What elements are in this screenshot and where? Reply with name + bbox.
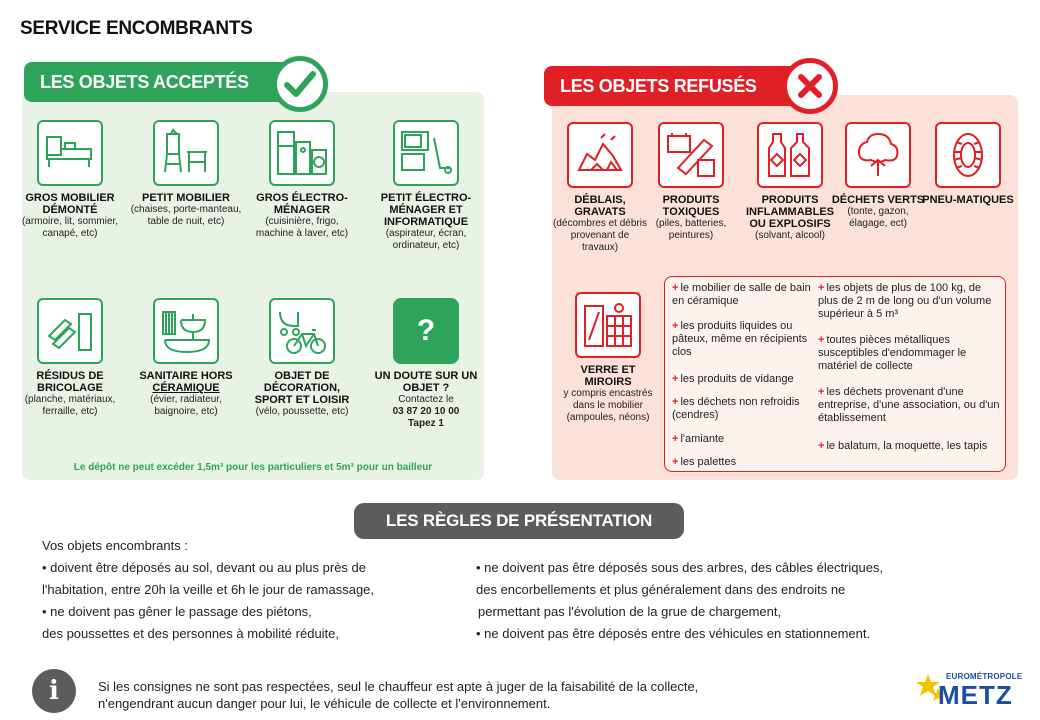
battery-icon <box>658 122 724 188</box>
item-desc: (aspirateur, écran, ordinateur, etc) <box>385 228 467 251</box>
rules-line: des encorbellements et plus généralement dans des endroits ne <box>476 582 846 597</box>
item-desc: (chaises, porte-manteau, table de nuit, etc) <box>130 204 242 227</box>
item-desc: (cuisinière, frigo, machine à laver, etc) <box>255 216 349 239</box>
info-line: n'engendrant aucun danger pour lui, le véhicule de collecte et l'environnement. <box>98 696 551 711</box>
refused-list-item: + le balatum, la moquette, les tapis <box>818 440 988 452</box>
refused-list-item: + les produits de vidange <box>672 373 794 385</box>
plus-icon: + <box>672 433 679 445</box>
question-icon: ? <box>393 298 459 364</box>
rules-line: • ne doivent pas être déposés sous des arbres, des câbles électriques, <box>476 560 884 575</box>
title-underlined: CÉRAMIQUE <box>152 382 220 394</box>
fridge-icon <box>269 120 335 186</box>
refused-list-item: + les objets de plus de 100 kg, de plus de 2 m de long ou d'un volume supérieur à 5 m³ <box>818 282 992 320</box>
item-title: VERRE ET MIROIRS <box>580 364 636 388</box>
accepted-item-sanitaire <box>130 298 242 418</box>
refused-item-dechets-verts <box>830 122 926 230</box>
item-title: DÉBLAIS, GRAVATS <box>574 194 626 218</box>
phone-number[interactable]: 03 87 20 10 00 <box>392 406 460 417</box>
item-desc: (piles, batteries, peintures) <box>655 218 727 241</box>
refused-list-item: + les palettes <box>672 456 737 468</box>
item-desc: (vélo, poussette, etc) <box>255 406 349 417</box>
logo-big-text: METZ <box>938 680 1013 710</box>
refused-item-toxiques <box>643 122 739 242</box>
cross-icon <box>782 58 838 114</box>
plus-icon: + <box>672 282 679 294</box>
rules-intro: Vos objets encombrants : <box>42 538 188 553</box>
refused-list-item: + les déchets non refroidis (cendres) <box>672 396 800 421</box>
item-desc: (planche, matériaux, ferraille, etc) <box>24 394 116 417</box>
refused-item-verre <box>559 292 657 424</box>
accepted-item-gros-mobilier <box>14 120 126 240</box>
flammable-bottles-icon <box>757 122 823 188</box>
item-title: GROS ÉLECTRO-MÉNAGER <box>256 192 348 216</box>
refused-item-pneumatiques <box>920 122 1016 206</box>
eurometropole-metz-logo <box>916 672 1024 716</box>
item-desc: (tonte, gazon, élagage, ect) <box>847 206 909 229</box>
info-line: Si les consignes ne sont pas respectées, seul le chauffeur est apte à juger de la faisabilité de la collecte, <box>98 679 699 694</box>
accepted-item-decoration <box>246 298 358 418</box>
plus-icon: + <box>672 320 679 332</box>
accepted-item-petit-electromenager <box>370 120 482 252</box>
plus-icon: + <box>818 440 825 452</box>
item-title: PRODUITS TOXIQUES <box>662 194 720 218</box>
rules-line: permettant pas l'évolution de la grue de chargement, <box>478 604 782 619</box>
item-desc: (solvant, alcool) <box>754 230 826 241</box>
sink-icon <box>153 298 219 364</box>
item-desc: (décombres et débris provenant de travaux) <box>553 218 647 253</box>
info-icon: i <box>32 669 76 713</box>
bed-icon <box>37 120 103 186</box>
item-title: OBJET DE DÉCORATION, SPORT ET LOISIR <box>254 370 350 406</box>
phone-option: Tapez 1 <box>408 418 444 429</box>
item-title <box>130 370 242 394</box>
refused-list-item: + l'amiante <box>672 433 725 445</box>
item-title: RÉSIDUS DE BRICOLAGE <box>36 370 104 394</box>
refused-item-deblais <box>552 122 648 254</box>
item-title: PETIT MOBILIER <box>142 192 230 204</box>
accepted-footer: Le dépôt ne peut excéder 1,5m³ pour les particuliers et 5m³ pour un bailleur <box>73 462 433 473</box>
item-title: GROS MOBILIER DÉMONTÉ <box>25 192 115 216</box>
plus-icon: + <box>818 282 825 294</box>
item-title: DÉCHETS VERTS <box>831 194 925 206</box>
mirror-window-icon <box>575 292 641 358</box>
rules-line: • ne doivent pas gêner le passage des piétons, <box>42 604 312 619</box>
item-title: PNEU-MATIQUES <box>922 194 1014 206</box>
page-title: SERVICE ENCOMBRANTS <box>20 18 253 39</box>
check-icon <box>272 56 328 112</box>
logo-small-text: EUROMÉTROPOLE <box>946 672 1023 681</box>
refused-list-item: + les produits liquides ou pâteux, même en récipients clos <box>672 320 808 358</box>
chair-icon <box>153 120 219 186</box>
plus-icon: + <box>818 334 825 346</box>
accepted-item-gros-electromenager <box>246 120 358 240</box>
planks-icon <box>37 298 103 364</box>
accepted-item-doute <box>370 298 482 430</box>
item-desc: (évier, radiateur, baignoire, etc) <box>150 394 222 417</box>
refused-list-item: + toutes pièces métalliques susceptibles d'endommager le matériel de collecte <box>818 334 967 372</box>
rules-line: • doivent être déposés au sol, devant ou au plus près de <box>42 560 366 575</box>
accepted-header: LES OBJETS ACCEPTÉS <box>24 62 304 102</box>
rubble-icon <box>567 122 633 188</box>
refused-list-item: + les déchets provenant d'une entreprise, d'une association, ou d'un établissement <box>818 386 1000 424</box>
microwave-icon <box>393 120 459 186</box>
info-text <box>98 678 838 712</box>
title-part: SANITAIRE HORS <box>139 370 233 382</box>
refused-header: LES OBJETS REFUSÉS <box>544 66 814 106</box>
tree-icon <box>845 122 911 188</box>
plus-icon: + <box>818 386 825 398</box>
item-title: PETIT ÉLECTRO-MÉNAGER ET INFORMATIQUE <box>380 192 472 228</box>
bicycle-icon <box>269 298 335 364</box>
plus-icon: + <box>672 373 679 385</box>
rules-header: LES RÈGLES DE PRÉSENTATION <box>354 503 684 539</box>
item-desc: y compris encastrés dans le mobilier (ampoules, néons) <box>563 388 653 423</box>
rules-line: • ne doivent pas être déposés entre des véhicules en stationnement. <box>476 626 871 641</box>
refused-list-item: + le mobilier de salle de bain en céramique <box>672 282 811 307</box>
refused-item-inflammables <box>740 122 840 242</box>
plus-icon: + <box>672 456 679 468</box>
accepted-item-bricolage <box>14 298 126 418</box>
tire-icon <box>935 122 1001 188</box>
item-title: UN DOUTE SUR UN OBJET ? <box>374 370 478 394</box>
item-desc: Contactez le <box>398 394 454 405</box>
plus-icon: + <box>672 396 679 408</box>
accepted-item-petit-mobilier <box>130 120 242 228</box>
item-desc: (armoire, lit, sommier, canapé, etc) <box>21 216 119 239</box>
rules-line: des poussettes et des personnes à mobilité réduite, <box>42 626 340 641</box>
rules-line: l'habitation, entre 20h la veille et 6h le jour de ramassage, <box>42 582 375 597</box>
item-title: PRODUITS INFLAMMABLES OU EXPLOSIFS <box>746 194 834 230</box>
